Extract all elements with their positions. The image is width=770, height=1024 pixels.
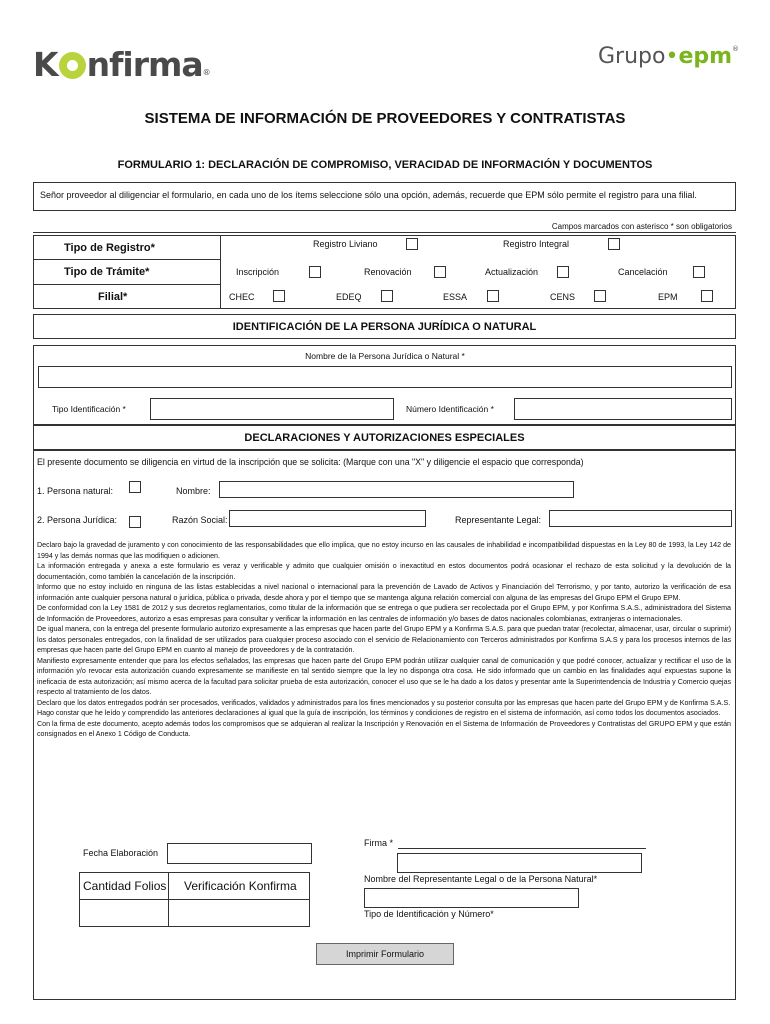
registro-liviano-checkbox[interactable] (406, 238, 418, 250)
actualizacion-label: Actualización (485, 267, 539, 277)
renovacion-checkbox[interactable] (434, 266, 446, 278)
numero-identificacion-label: Número Identificación * (406, 404, 494, 414)
declaracion-paragraph: Manifiesto expresamente entender que para los efectos señalados, las empresas que hacen parte del Grupo EPM podrán utilizar cualquier canal de comunicación y que podré conocer, actualizar y rectificar el uso de la información y/o revocar esta autorización cuando expresamente se manifieste en tal sentido siempre que la ley no disponga otra cosa. He sido informado que un cambio en las finalidades aquí expuestas supone la ineficacia de esta autorización; así mismo acerca de la facultad para solicitar prueba de esta autorización, conocer el uso que se le ha dado a los datos y presentar ante la Superintendencia de Industria y Comercio quejas respecto al tratamiento de los datos. (37, 656, 731, 696)
filial-epm-checkbox[interactable] (701, 290, 713, 302)
instructions-box (33, 182, 736, 211)
declaraciones-intro: El presente documento se diligencia en virtud de la inscripción que se solicita: (Marque con una "X" y diligencie el espacio que corresponda) (37, 457, 584, 467)
persona-natural-checkbox[interactable] (129, 481, 141, 493)
declaracion-paragraph: Informo que no estoy incluido en ninguna de las listas establecidas a nivel nacional o internacional para la prevención de Lavado de Activos y Financiación del Terrorismo, y por tanto, autorizo la verificación de esa información ante cualquier persona natural o jurídica, pública o privada, desde ahora y por el tiempo que se mantenga alguna relación comercial con alguna de las empresas del Grupo EPM el Grupo EPM. (37, 583, 731, 602)
divider (33, 284, 221, 285)
filial-cens-checkbox[interactable] (594, 290, 606, 302)
identificacion-heading-text: IDENTIFICACIÓN DE LA PERSONA JURÍDICA O NATURAL (232, 321, 537, 333)
registro-liviano-label: Registro Liviano (313, 239, 378, 249)
nombre-persona-input[interactable] (38, 366, 732, 388)
form-subtitle: FORMULARIO 1: DECLARACIÓN DE COMPROMISO, VERACIDAD DE INFORMACIÓN Y DOCUMENTOS (117, 159, 653, 171)
nombre-firma-input[interactable] (397, 853, 642, 873)
inscripcion-checkbox[interactable] (309, 266, 321, 278)
filial-chec-label: CHEC (229, 292, 255, 302)
registro-integral-checkbox[interactable] (608, 238, 620, 250)
declaracion-paragraph: Con la firma de este documento, acepto además todos los compromisos que se adquieran al realizar la Inscripción y Renovación en el Sistema de Información de Proveedores y Contratistas del GRUPO EPM y que están consignados en el Anexo 1 Código de Conducta. (37, 719, 731, 738)
filial-essa-label: ESSA (443, 292, 468, 302)
declaracion-paragraph: Declaro bajo la gravedad de juramento y con conocimiento de las responsabilidades que ello implica, que no estoy incurso en las causales de inhabilidad e incompatibilidad dispuestas en la Ley 80 de 1993, la Ley 142 de 1994 y las demás normas que las modifiquen o adicionen. (37, 541, 731, 560)
filial-chec-checkbox[interactable] (273, 290, 285, 302)
registro-integral-label: Registro Integral (503, 239, 570, 249)
persona-natural-label: 1. Persona natural: (37, 486, 114, 496)
verificacion-konfirma-label: Verificación Konfirma (184, 879, 297, 893)
fecha-elaboracion-label: Fecha Elaboración (83, 848, 159, 858)
filial-edeq-checkbox[interactable] (381, 290, 393, 302)
inscripcion-label: Inscripción (236, 267, 280, 277)
representante-legal-input[interactable] (549, 510, 732, 527)
epm-text: epm (678, 44, 733, 69)
declaraciones-text (37, 540, 731, 740)
firma-line[interactable] (398, 848, 646, 849)
declaracion-paragraph: De conformidad con la Ley 1581 de 2012 y sus decretos reglamentarios, como titular de la información que se entrega o que pudiera ser recolectada por el Grupo EPM, y por Konfirma S.A.S., administradora del Sistema de Información de Proveedores, autorizo a esas empresas para consultar y verificar la información en las centrales de información y/o bases de datos nacionales colombianas, extranjeras o internacionales. (37, 604, 731, 623)
nombre-representante-label: Nombre del Representante Legal o de la Persona Natural* (364, 874, 598, 884)
divider (33, 232, 736, 233)
declaraciones-heading-text: DECLARACIONES Y AUTORIZACIONES ESPECIALES (244, 432, 525, 444)
persona-juridica-checkbox[interactable] (129, 516, 141, 528)
filial-essa-checkbox[interactable] (487, 290, 499, 302)
tipo-tramite-label: Tipo de Trámite* (64, 266, 150, 278)
tipo-numero-label: Tipo de Identificación y Número* (364, 909, 494, 919)
tipo-identificacion-label: Tipo Identificación * (52, 404, 126, 414)
cancelacion-checkbox[interactable] (693, 266, 705, 278)
tipo-numero-input[interactable] (364, 888, 579, 908)
tipo-registro-label: Tipo de Registro* (64, 242, 155, 254)
declaracion-paragraph: La información entregada y anexa a este formulario es veraz y verificable y admito que cualquier omisión o inexactitud en estos documentos podrá ocasionar el rechazo de esta solicitud y la devolución de la documentación, como también la cancelación de la inscripción. (37, 562, 731, 581)
declaracion-paragraph: De igual manera, con la entrega del presente formulario autorizo expresamente a las empresas que hacen parte del Grupo EPM y a Konfirma S.A.S. para que puedan tratar (recolectar, almacenar, usar, circular o suprimir) los datos personales entregados, con la finalidad de ser utilizados para cualquier proceso asociado con el servicio de Relacionamiento con Terceros administrados por Konfirma S.A.S y para los procesos internos de las empresas que hacen parte del Grupo EPM en cuanto al manejo de proveedores y de la contratación. (37, 625, 731, 654)
divider (33, 259, 221, 260)
fecha-elaboracion-input[interactable] (167, 843, 312, 864)
filial-cens-label: CENS (550, 292, 576, 302)
imprimir-formulario-button[interactable] (316, 943, 454, 965)
grupo-epm-logo: Grupo•epm® (598, 44, 740, 69)
declaracion-paragraph: Hago constar que he leído y comprendido las anteriores declaraciones al igual que la guía de inscripción, los términos y condiciones de registro en el sistema de información, así como todos los documentos asociados. (37, 709, 721, 717)
identificacion-heading (33, 314, 736, 339)
numero-identificacion-input[interactable] (514, 398, 732, 420)
firma-label: Firma * (364, 838, 393, 848)
persona-juridica-label: 2. Persona Jurídica: (37, 515, 118, 525)
filial-epm-label: EPM (658, 292, 678, 302)
konfirma-logo: K nfirma® (33, 45, 210, 84)
actualizacion-checkbox[interactable] (557, 266, 569, 278)
filial-label: Filial* (98, 291, 128, 303)
divider (79, 899, 310, 900)
instructions-text: Señor proveedor al diligenciar el formulario, en cada uno de los ítems seleccione sólo una opción, además, recuerde que EPM sólo permite el registro para una filial. (40, 190, 697, 200)
nombre-persona-label: Nombre de la Persona Jurídica o Natural * (305, 351, 465, 361)
representante-legal-label: Representante Legal: (455, 515, 542, 525)
declaracion-paragraph: Declaro que los datos entregados podrán ser procesados, verificados, validados y administrados para los fines mencionados y su posterior consulta por las empresas que hacen parte del Grupo EPM y de Konfirma S.A.S. (37, 698, 731, 707)
cancelacion-label: Cancelación (618, 267, 668, 277)
cantidad-folios-label: Cantidad Folios (83, 879, 167, 893)
declaraciones-heading (33, 425, 736, 450)
razon-social-input[interactable] (229, 510, 426, 527)
renovacion-label: Renovación (364, 267, 412, 277)
page-title: SISTEMA DE INFORMACIÓN DE PROVEEDORES Y CONTRATISTAS (144, 110, 626, 127)
nombre-label: Nombre: (176, 486, 211, 496)
razon-social-label: Razón Social: (172, 515, 228, 525)
tipo-identificacion-input[interactable] (150, 398, 394, 420)
grupo-text: Grupo (598, 44, 666, 69)
konfirma-o-icon (59, 52, 86, 79)
filial-edeq-label: EDEQ (336, 292, 362, 302)
required-note: Campos marcados con asterisco * son obligatorios (551, 222, 732, 231)
nombre-input[interactable] (219, 481, 574, 498)
imprimir-formulario-label: Imprimir Formulario (345, 949, 424, 959)
